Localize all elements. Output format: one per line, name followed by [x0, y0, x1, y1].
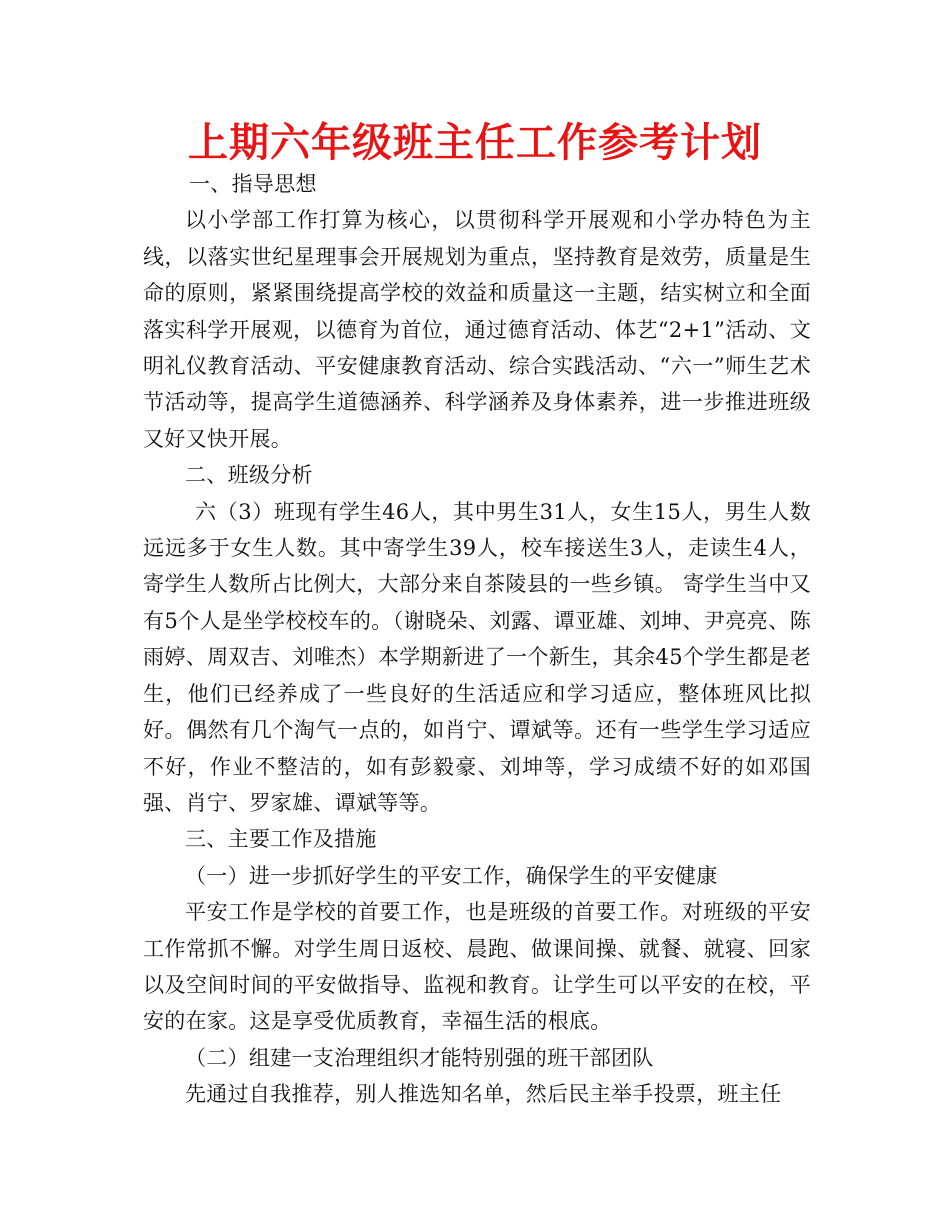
section-heading-main-work: 三、主要工作及措施 — [185, 827, 377, 852]
paragraph-class-cadre-team: 先通过自我推荐，别人推选知名单，然后民主举手投票，班主任 — [185, 1082, 782, 1107]
subheading-class-cadre-team: （二）组建一支治理组织才能特别强的班干部团队 — [185, 1045, 654, 1070]
section-heading-class-analysis: 二、班级分析 — [185, 463, 313, 488]
document-body — [143, 166, 811, 1113]
subheading-safety-work: （一）进一步抓好学生的平安工作，确保学生的平安健康 — [185, 863, 718, 888]
paragraph-guiding-thought: 以小学部工作打算为核心，以贯彻科学开展观和小学办特色为主线，以落实世纪星理事会开展规划为重点，坚持教育是效劳，质量是生命的原则，紧紧围绕提高学校的效益和质量这一主题，结实树立和全面落实科学开展观，以德育为首位，通过德育活动、体艺“2+1”活动、文明礼仪教育活动、平安健康教育活动、综合实践活动、“六一”师生艺术节活动等，提高学生道德涵养、科学涵养及身体素养，进一步推进班级又好又快开展。 — [143, 208, 811, 451]
document-title: 上期六年级班主任工作参考计划 — [188, 120, 762, 166]
paragraph-class-analysis: 六（3）班现有学生46人，其中男生31人，女生15人，男生人数远远多于女生人数。其中寄学生39人，校车接送生3人，走读生4人，寄学生人数所占比例大，大部分来自茶陵县的一些乡镇。 寄学生当中又有5个人是坐学校校车的。（谢晓朵、刘露、谭亚雄、刘坤、尹亮亮、陈雨婷、周双吉、刘唯杰）本学期新进了一个新生，其余45个学生都是老生，他们已经养成了一些良好的生活适应和学习适应，整体班风比拟好。偶然有几个淘气一点的，如肖宁、谭斌等。还有一些学生学习适应不好，作业不整洁的，如有彭毅豪、刘坤等，学习成绩不好的如邓国强、肖宁、罗家雄、谭斌等等。 — [143, 499, 811, 815]
paragraph-safety-work: 平安工作是学校的首要工作，也是班级的首要工作。对班级的平安工作常抓不懈。对学生周日返校、晨跑、做课间操、就餐、就寝、回家以及空间时间的平安做指导、监视和教育。让学生可以平安的在校，平安的在家。这是享受优质教育，幸福生活的根底。 — [143, 900, 811, 1034]
section-heading-guiding-thought: 一、指导思想 — [189, 172, 317, 196]
